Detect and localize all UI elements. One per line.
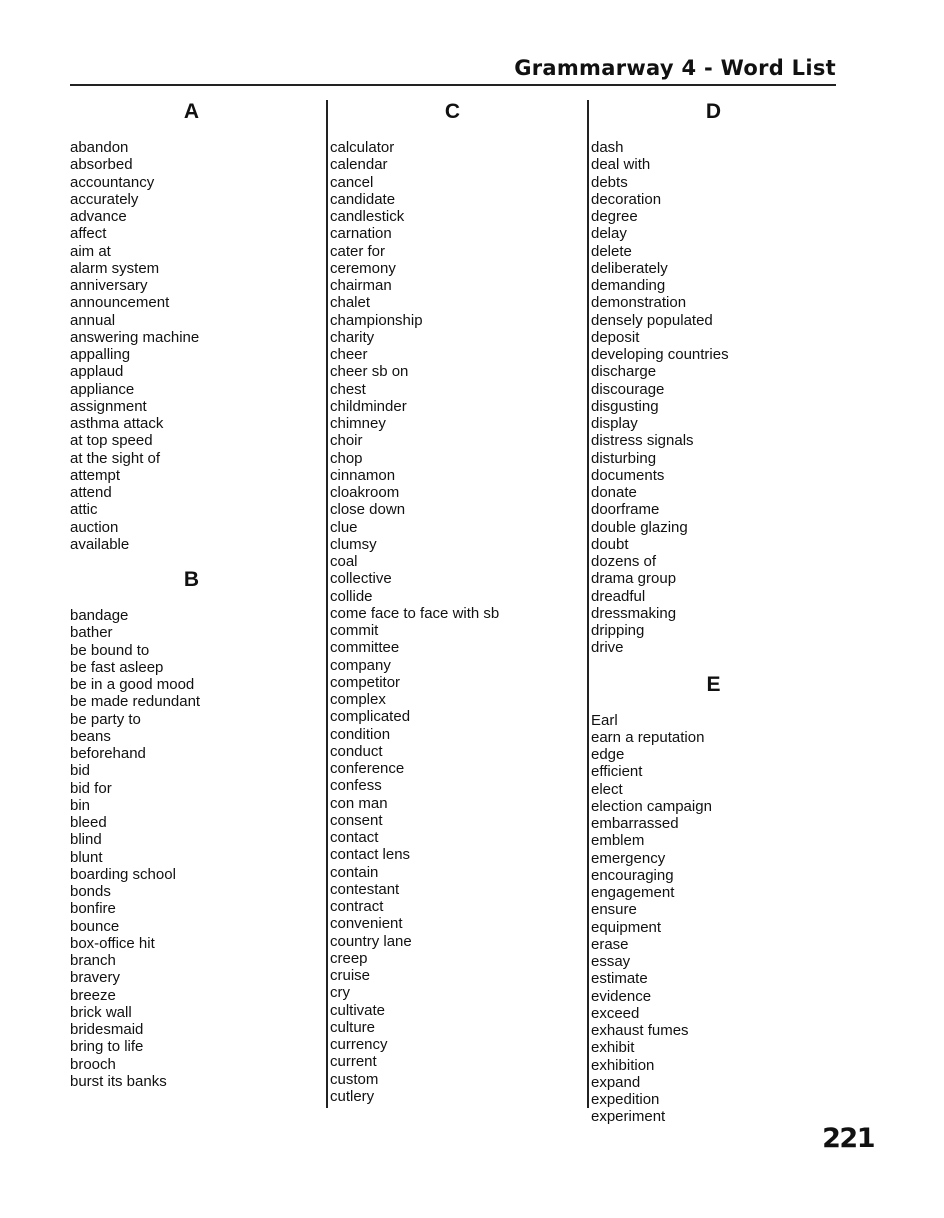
word-entry: efficient: [591, 763, 643, 781]
word-list-e: [591, 712, 836, 1126]
word-entry: bandage: [70, 607, 129, 624]
word-entry: bridesmaid: [70, 1021, 144, 1038]
word-entry: discourage: [591, 380, 665, 398]
column-left: [70, 98, 315, 1090]
word-entry: delete: [591, 242, 632, 260]
word-entry: competitor: [330, 673, 401, 691]
word-entry: debts: [591, 173, 628, 191]
word-entry: accountancy: [70, 173, 155, 191]
word-entry: display: [591, 415, 638, 432]
word-entry: absorbed: [70, 156, 133, 174]
word-entry: complex: [330, 691, 386, 708]
word-entry: exceed: [591, 1004, 640, 1022]
word-entry: estimate: [591, 970, 648, 988]
word-entry: convenient: [330, 915, 403, 933]
word-entry: expedition: [591, 1091, 660, 1108]
word-entry: annual: [70, 311, 116, 329]
word-entry: burst its banks: [70, 1072, 167, 1090]
word-entry: earn a reputation: [591, 728, 705, 746]
word-entry: abandon: [70, 139, 129, 156]
word-entry: announcement: [70, 294, 170, 312]
word-entry: boarding school: [70, 865, 176, 883]
word-entry: breeze: [70, 986, 116, 1004]
word-entry: con man: [330, 794, 388, 812]
word-entry: beans: [70, 727, 111, 745]
word-entry: close down: [330, 501, 406, 519]
word-entry: calculator: [330, 139, 395, 156]
word-entry: commit: [330, 622, 379, 639]
word-entry: cutlery: [330, 1087, 375, 1105]
word-entry: asthma attack: [70, 415, 164, 432]
section-letter-c: C: [444, 100, 461, 123]
word-entry: conduct: [330, 742, 383, 760]
word-entry: deliberately: [591, 259, 668, 277]
word-entry: experiment: [591, 1108, 666, 1126]
word-entry: clumsy: [330, 535, 377, 553]
word-entry: coal: [330, 553, 358, 570]
word-entry: bather: [70, 624, 113, 642]
word-entry: candidate: [330, 190, 396, 208]
word-entry: expand: [591, 1073, 641, 1091]
word-entry: discharge: [591, 363, 657, 381]
word-entry: attend: [70, 484, 112, 501]
word-entry: attempt: [70, 466, 121, 484]
word-entry: championship: [330, 311, 423, 329]
word-entry: deal with: [591, 156, 651, 174]
word-entry: complicated: [330, 708, 411, 726]
section-letter-a: A: [183, 100, 200, 123]
word-entry: developing countries: [591, 346, 729, 363]
word-entry: available: [70, 535, 130, 553]
word-entry: cheer: [330, 346, 368, 363]
word-entry: cry: [330, 984, 350, 1002]
word-entry: currency: [330, 1036, 388, 1053]
word-entry: bleed: [70, 814, 107, 831]
column-divider: [587, 100, 589, 1108]
word-entry: donate: [591, 484, 637, 501]
word-entry: blind: [70, 831, 102, 849]
word-entry: delay: [591, 225, 627, 243]
page-number: 221: [822, 1123, 874, 1154]
word-entry: collective: [330, 570, 392, 588]
word-entry: equipment: [591, 918, 662, 936]
section-letter-b: B: [183, 568, 200, 591]
word-list-c: [330, 139, 575, 1105]
page-title: Grammarway 4 - Word List: [514, 56, 836, 80]
word-entry: childminder: [330, 397, 407, 415]
word-entry: decoration: [591, 190, 662, 208]
word-entry: assignment: [70, 397, 147, 415]
page-header: [70, 54, 836, 86]
word-entry: culture: [330, 1018, 376, 1036]
word-entry: dozens of: [591, 553, 657, 570]
word-entry: custom: [330, 1070, 379, 1088]
word-entry: double glazing: [591, 518, 688, 536]
word-entry: clue: [330, 518, 358, 536]
word-entry: dreadful: [591, 587, 646, 605]
word-entry: Earl: [591, 711, 618, 729]
word-entry: bounce: [70, 917, 120, 935]
word-entry: erase: [591, 935, 629, 953]
word-entry: be fast asleep: [70, 658, 164, 676]
word-entry: contain: [330, 863, 379, 881]
word-entry: alarm system: [70, 259, 160, 277]
word-entry: essay: [591, 953, 631, 970]
word-entry: densely populated: [591, 311, 713, 329]
word-entry: bid for: [70, 779, 112, 797]
word-entry: be in a good mood: [70, 676, 195, 693]
word-entry: cheer sb on: [330, 363, 409, 381]
word-entry: emergency: [591, 849, 666, 867]
word-entry: consent: [330, 811, 383, 829]
word-entry: chairman: [330, 277, 392, 294]
column-right: [591, 98, 836, 1126]
column-middle: [330, 98, 575, 1105]
word-entry: ceremony: [330, 259, 396, 277]
word-entry: calendar: [330, 156, 388, 174]
word-entry: chimney: [330, 415, 386, 432]
word-entry: box-office hit: [70, 934, 155, 952]
word-entry: documents: [591, 466, 665, 484]
word-entry: be made redundant: [70, 693, 201, 711]
word-entry: distress signals: [591, 432, 694, 450]
word-entry: beforehand: [70, 745, 146, 762]
word-entry: answering machine: [70, 328, 200, 346]
word-entry: cloakroom: [330, 484, 400, 501]
word-entry: appliance: [70, 380, 135, 398]
word-entry: bring to life: [70, 1038, 144, 1056]
word-entry: blunt: [70, 848, 103, 866]
word-entry: come face to face with sb: [330, 604, 500, 622]
word-entry: edge: [591, 746, 625, 763]
word-entry: chop: [330, 449, 363, 467]
word-entry: demonstration: [591, 294, 687, 312]
word-entry: attic: [70, 501, 98, 519]
word-entry: evidence: [591, 987, 652, 1005]
word-entry: candlestick: [330, 208, 405, 225]
word-entry: advance: [70, 208, 127, 225]
word-entry: chalet: [330, 294, 371, 312]
word-entry: exhaust fumes: [591, 1022, 689, 1039]
word-entry: country lane: [330, 932, 412, 950]
word-entry: at the sight of: [70, 449, 161, 467]
column-divider: [326, 100, 328, 1108]
word-entry: contact: [330, 829, 379, 846]
word-entry: ensure: [591, 901, 637, 919]
word-entry: drive: [591, 639, 624, 657]
word-entry: election campaign: [591, 797, 712, 815]
word-entry: affect: [70, 225, 107, 243]
word-entry: committee: [330, 639, 400, 657]
word-entry: carnation: [330, 225, 392, 243]
word-entry: condition: [330, 725, 391, 743]
word-entry: elect: [591, 780, 623, 798]
word-entry: doorframe: [591, 501, 660, 519]
word-entry: bin: [70, 796, 91, 814]
word-entry: accurately: [70, 190, 139, 208]
word-entry: conference: [330, 760, 405, 777]
word-entry: engagement: [591, 884, 675, 901]
word-entry: contact lens: [330, 846, 411, 864]
word-entry: cater for: [330, 242, 386, 260]
word-entry: company: [330, 656, 391, 674]
word-entry: embarrassed: [591, 815, 679, 832]
word-entry: aim at: [70, 242, 111, 260]
word-entry: deposit: [591, 328, 640, 346]
word-entry: branch: [70, 952, 116, 969]
word-entry: cinnamon: [330, 466, 396, 484]
word-entry: chest: [330, 380, 366, 398]
word-entry: auction: [70, 518, 119, 536]
word-entry: contestant: [330, 880, 400, 898]
word-entry: charity: [330, 328, 375, 346]
word-entry: exhibition: [591, 1056, 655, 1074]
word-entry: dash: [591, 139, 624, 156]
word-entry: bravery: [70, 969, 121, 987]
word-entry: cultivate: [330, 1001, 386, 1019]
word-entry: drama group: [591, 570, 677, 588]
word-entry: disturbing: [591, 449, 657, 467]
word-entry: disgusting: [591, 397, 659, 415]
word-entry: emblem: [591, 832, 645, 850]
word-entry: creep: [330, 949, 368, 967]
word-entry: doubt: [591, 535, 629, 553]
word-entry: dressmaking: [591, 604, 677, 622]
word-entry: encouraging: [591, 866, 674, 884]
word-entry: be party to: [70, 710, 141, 728]
section-letter-d: D: [705, 100, 722, 123]
word-entry: anniversary: [70, 277, 148, 294]
word-entry: brick wall: [70, 1003, 132, 1021]
word-entry: degree: [591, 208, 638, 225]
word-entry: bid: [70, 762, 91, 780]
word-entry: cancel: [330, 173, 374, 191]
word-list-b: [70, 607, 315, 1090]
word-entry: appalling: [70, 346, 131, 363]
word-entry: current: [330, 1053, 377, 1071]
word-entry: brooch: [70, 1055, 116, 1073]
word-entry: be bound to: [70, 641, 150, 659]
word-entry: contract: [330, 898, 384, 915]
word-entry: cruise: [330, 967, 371, 984]
word-entry: at top speed: [70, 432, 153, 450]
word-list-a: [70, 139, 315, 553]
word-entry: applaud: [70, 363, 124, 381]
word-entry: collide: [330, 587, 373, 605]
word-entry: exhibit: [591, 1039, 635, 1057]
word-entry: bonds: [70, 883, 111, 900]
word-entry: bonfire: [70, 900, 116, 918]
word-entry: confess: [330, 777, 382, 795]
word-entry: demanding: [591, 277, 666, 294]
section-letter-e: E: [706, 672, 721, 696]
word-entry: choir: [330, 432, 363, 450]
word-list-d: [591, 139, 836, 657]
word-entry: dripping: [591, 622, 645, 639]
